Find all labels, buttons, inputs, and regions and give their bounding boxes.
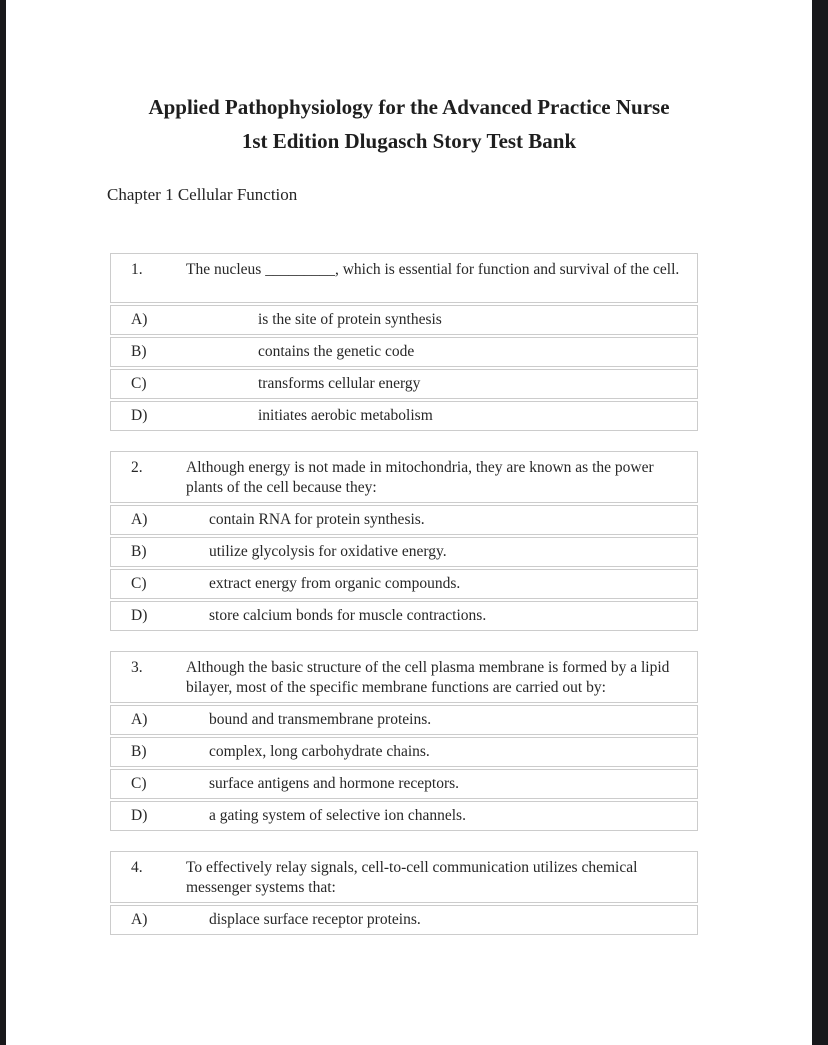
question-table (110, 451, 698, 631)
option-text: is the site of protein synthesis (258, 311, 442, 328)
option-row (110, 305, 698, 335)
option-letter: A) (131, 911, 148, 928)
question-text: Although the basic structure of the cell plasma membrane is formed by a lipid bilayer, most of the specific membrane functions are carried out by: (186, 659, 670, 696)
question-list (110, 253, 812, 935)
option-row (110, 369, 698, 399)
question-table (110, 851, 698, 935)
option-letter: B) (131, 343, 147, 360)
option-row (110, 401, 698, 431)
option-letter: C) (131, 375, 147, 392)
question-row (110, 253, 698, 303)
option-letter: A) (131, 311, 148, 328)
document-page (6, 0, 812, 1045)
option-row (110, 601, 698, 631)
option-row (110, 905, 698, 935)
option-letter: D) (131, 407, 148, 424)
question-number: 4. (131, 859, 143, 876)
option-row (110, 505, 698, 535)
option-row (110, 801, 698, 831)
option-text: surface antigens and hormone receptors. (209, 775, 460, 792)
question-table (110, 651, 698, 831)
question-number: 1. (131, 261, 143, 278)
option-letter: D) (131, 807, 148, 824)
document-title (6, 90, 812, 158)
question-row (110, 451, 698, 503)
option-row (110, 337, 698, 367)
option-text: extract energy from organic compounds. (209, 575, 461, 592)
option-letter: A) (131, 511, 148, 528)
option-text: initiates aerobic metabolism (258, 407, 433, 424)
option-text: complex, long carbohydrate chains. (209, 743, 430, 760)
option-text: bound and transmembrane proteins. (209, 711, 432, 728)
option-row (110, 705, 698, 735)
question-text: The nucleus _________, which is essential for function and survival of the cell. (186, 261, 680, 278)
option-letter: B) (131, 543, 147, 560)
question-table (110, 253, 698, 431)
option-row (110, 769, 698, 799)
option-row (110, 737, 698, 767)
option-row (110, 537, 698, 567)
option-text: a gating system of selective ion channels. (209, 807, 466, 824)
document-title-line1: Applied Pathophysiology for the Advanced Practice Nurse (148, 95, 670, 119)
question-row (110, 651, 698, 703)
option-letter: C) (131, 775, 147, 792)
option-letter: D) (131, 607, 148, 624)
option-text: transforms cellular energy (258, 375, 421, 392)
question-text: Although energy is not made in mitochondria, they are known as the power plants of the cell because they: (186, 459, 654, 496)
option-letter: C) (131, 575, 147, 592)
question-text: To effectively relay signals, cell-to-cell communication utilizes chemical messenger systems that: (186, 859, 638, 896)
option-row (110, 569, 698, 599)
question-number: 2. (131, 459, 143, 476)
question-row (110, 851, 698, 903)
option-text: utilize glycolysis for oxidative energy. (209, 543, 447, 560)
document-title-line2: 1st Edition Dlugasch Story Test Bank (241, 129, 577, 153)
option-text: contains the genetic code (258, 343, 415, 360)
option-text: contain RNA for protein synthesis. (209, 511, 425, 528)
option-text: store calcium bonds for muscle contractions. (209, 607, 487, 624)
option-text: displace surface receptor proteins. (209, 911, 421, 928)
option-letter: A) (131, 711, 148, 728)
option-letter: B) (131, 743, 147, 760)
chapter-heading: Chapter 1 Cellular Function (107, 185, 298, 204)
question-number: 3. (131, 659, 143, 676)
